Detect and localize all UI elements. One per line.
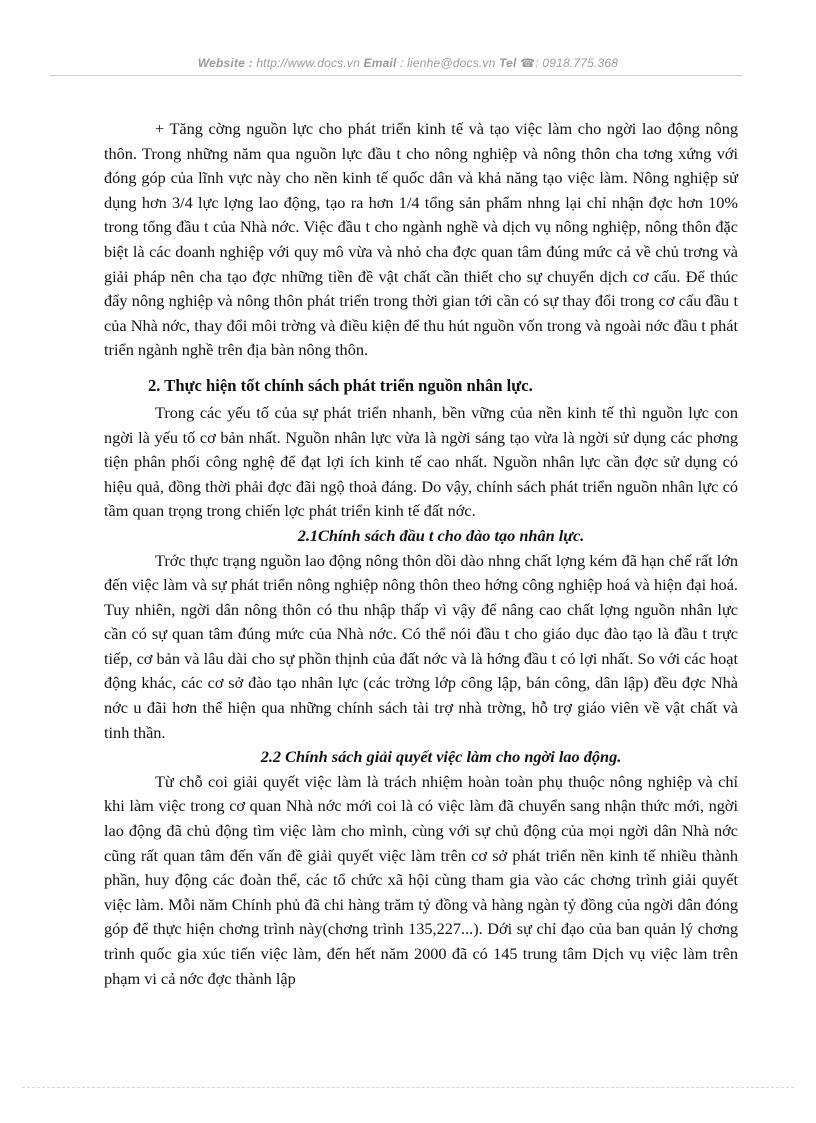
paragraph-resources: + Tăng cờng nguồn lực cho phát triển kinh tế và tạo việc làm cho ngời lao động nông thôn. Trong những năm qua nguồn lực đầu t cho nông nghiệp và nông thôn cha tơng xứng với đóng góp của lĩnh vực này cho nền kinh tế quốc dân và khả năng tạo việc làm. Nông nghiệp sử dụng hơn 3/4 lực lợng lao động, tạo ra hơn 1/4 tổng sản phẩm nhng lại chỉ nhận đợc hơn 10% trong tổng đầu t của Nhà nớc. Việc đầu t cho ngành nghề và dịch vụ nông nghiệp, nông thôn đặc biệt là các doanh nghiệp với quy mô vừa và nhỏ cha đợc quan tâm đúng mức cả về chủ trơng và giải pháp nên cha tạo đợc những tiền đề vật chất cần thiết cho sự chuyển dịch cơ cấu. Để thúc đẩy nông nghiệp và nông thôn phát triển trong thời gian tới cần có sự thay đổi trong cơ cấu đầu t của Nhà nớc, thay đổi môi trờng và điều kiện để thu hút nguồn vốn trong và ngoài nớc đầu t phát triển ngành nghề trên địa bàn nông thôn. [104, 119, 738, 360]
document-body [104, 117, 738, 991]
tel-label: Tel [499, 56, 517, 70]
paragraph-training: Trớc thực trạng nguồn lao động nông thôn dồi dào nhng chất lợng kém đã hạn chế rất lớn đến việc làm và sự phát triển nông nghiệp nông thôn theo hớng công nghiệp hoá và hiện đại hoá. Tuy nhiên, ngời dân nông thôn có thu nhập thấp vì vậy để nâng cao chất lợng nguồn nhân lực cần có sự quan tâm đúng mức của Nhà nớc. Có thể nói đầu t cho giáo dục đào tạo là đầu t trực tiếp, cơ bản và lâu dài cho sự phồn thịnh của đất nớc và là hớng đầu t có lợi nhất. So với các hoạt động khác, các cơ sở đào tạo nhân lực (các trờng lớp công lập, bán công, dân lập) đều đợc Nhà nớc u đãi hơn thể hiện qua những chính sách tài trợ nhà trờng, hỗ trợ giáo viên về vật chất và tinh thần. [104, 550, 738, 742]
tel-number: : 0918.775.368 [535, 56, 619, 70]
paragraph-employment: Từ chỗ coi giải quyết việc làm là trách nhiệm hoàn toàn phụ thuộc nông nghiệp và chỉ khi làm việc trong cơ quan Nhà nớc mới coi là có việc làm đã chuyển sang nhận thức mới, ngời lao động đã chủ động tìm việc làm cho mình, cùng với sự chủ động của mọi ngời dân Nhà nớc cũng rất quan tâm đến vấn đề giải quyết việc làm trên cơ sở phát triển nền kinh tế nhiều thành phần, huy động các đoàn thể, các tổ chức xã hội cùng tham gia vào các chơng trình giải quyết việc làm. Mỗi năm Chính phủ đã chi hàng trăm tỷ đồng và hàng ngàn tỷ đồng của ngời dân đóng góp để thực hiện chơng trình này(chơng trình 135,227...). Dới sự chỉ đạo của ban quản lý chơng trình quốc gia xúc tiến việc làm, đến hết năm 2000 đã có 145 trung tâm Dịch vụ việc làm trên phạm vi cả nớc đợc thành lập [104, 771, 738, 988]
paragraph-human-resources: Trong các yếu tố của sự phát triển nhanh, bền vững của nền kinh tế thì nguồn lực con ngời là yếu tố cơ bản nhất. Nguồn nhân lực vừa là ngời sáng tạo vừa là ngời sử dụng các phơng tiện phân phối công nghệ để đạt lợi ích kinh tế cao nhất. Nguồn nhân lực cần đợc sử dụng có hiệu quả, đồng thời phải đợc đãi ngộ thoả đáng. Do vậy, chính sách phát triển nguồn nhân lực có tầm quan trọng trong chiến lợc phát triển kinh tế đất nớc. [104, 402, 738, 521]
email-address[interactable]: : lienhe@docs.vn [400, 56, 496, 70]
header-divider [50, 75, 742, 76]
footer-divider [22, 1087, 794, 1088]
subsection-heading-2-1: 2.1Chính sách đầu t cho đào tạo nhân lực. [297, 525, 585, 545]
section-heading-2: 2. Thực hiện tốt chính sách phát triển nguồn nhân lực. [148, 375, 533, 395]
website-url[interactable]: http://www.docs.vn [256, 56, 360, 70]
phone-icon: ☎ [520, 56, 536, 70]
page-header [0, 56, 816, 70]
email-label: Email [363, 56, 397, 70]
subsection-heading-2-2: 2.2 Chính sách giải quyết việc làm cho ngời lao động. [260, 747, 622, 767]
website-label: Website : [197, 56, 253, 70]
